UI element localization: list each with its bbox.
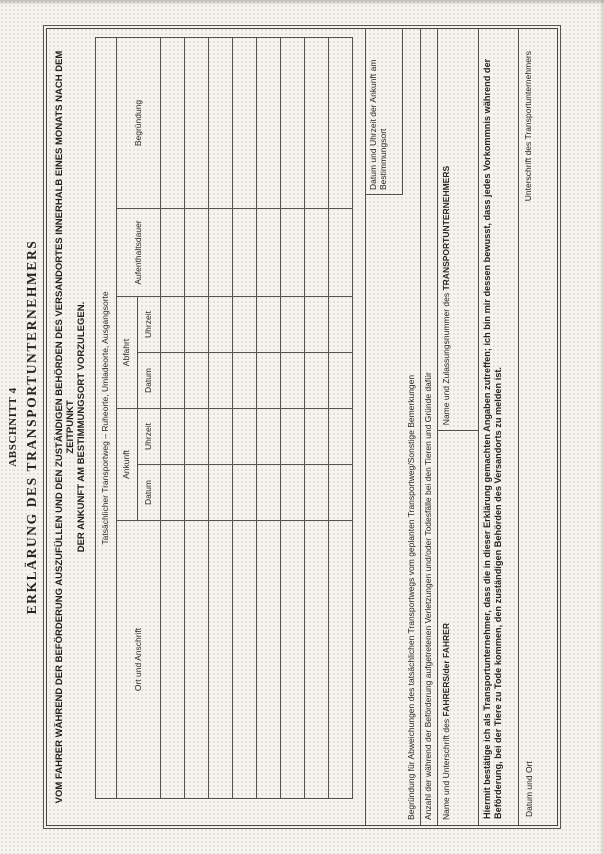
deviation-label: Begründung für Abweichungen des tatsächlichen Transportwegs vom geplanten Transportweg/Sonstige Bemerkungen — [406, 374, 416, 820]
date-place-label: Datum und Ort — [524, 761, 534, 817]
route-cell — [305, 465, 329, 521]
route-cell — [281, 409, 305, 465]
route-row — [185, 38, 209, 799]
col-header-reason: Begründung — [117, 38, 161, 209]
filling-instruction — [47, 29, 87, 825]
route-row — [209, 38, 233, 799]
route-cell — [185, 521, 209, 799]
route-cell — [185, 209, 209, 297]
route-cell — [233, 521, 257, 799]
scan-edge-right — [599, 0, 604, 854]
transporter-name-cell — [438, 29, 478, 430]
route-cell — [233, 38, 257, 209]
col-header-place: Ort und Anschrift — [117, 521, 161, 799]
col-header-arrival-date: Datum — [138, 465, 161, 521]
route-cell — [281, 521, 305, 799]
route-row — [281, 38, 305, 799]
scan-edge-top — [0, 0, 604, 5]
col-header-departure-time: Uhrzeit — [138, 297, 161, 353]
form-border-box — [46, 28, 558, 826]
route-cell — [233, 465, 257, 521]
route-row — [257, 38, 281, 799]
route-cell — [329, 209, 353, 297]
route-table-title: Tatsächlicher Transportweg – Ruheorte, Umladeorte, Ausgangsorte — [96, 38, 117, 799]
driver-name-label: Name und Unterschrift des — [441, 716, 451, 820]
transporter-signature-label: Unterschrift des Transportunternehmers — [523, 51, 533, 202]
route-cell — [185, 465, 209, 521]
route-cell — [233, 297, 257, 353]
route-cell — [257, 353, 281, 409]
col-header-departure-date: Datum — [138, 353, 161, 409]
route-cell — [281, 209, 305, 297]
route-cell — [257, 38, 281, 209]
route-table — [95, 37, 353, 799]
names-section — [437, 29, 478, 825]
route-cell — [209, 38, 233, 209]
filling-instruction-line2: DER ANKUNFT AM BESTIMMUNGSORT VORZULEGEN. — [76, 301, 87, 553]
col-header-arrival: Ankunft — [117, 409, 138, 521]
col-header-duration: Aufenthaltsdauer — [117, 209, 161, 297]
route-cell — [257, 209, 281, 297]
transporter-name-label-bold: TRANSPORTUNTERNEHMERS — [441, 165, 451, 291]
route-cell — [305, 409, 329, 465]
route-table-body — [96, 38, 353, 799]
route-cell — [233, 409, 257, 465]
route-cell — [257, 465, 281, 521]
injuries-section — [420, 29, 437, 825]
route-cell — [329, 465, 353, 521]
page-title: ERKLÄRUNG DES TRANSPORTUNTERNEHMERS — [24, 239, 39, 615]
route-cell — [281, 353, 305, 409]
route-row — [161, 38, 185, 799]
arrival-datetime-box — [366, 29, 403, 195]
route-cell — [305, 353, 329, 409]
driver-name-label-bold: FAHRERS/der FAHRER — [441, 623, 451, 717]
route-table-header-row — [117, 38, 138, 799]
deviation-section — [365, 29, 420, 825]
declaration-line2: Beförderung, bei der Tiere zu Tode kommen, den zuständigen Behörden des Versandorts zu melden ist. — [493, 367, 503, 819]
section-label: ABSCHNITT 4 — [7, 387, 19, 467]
route-cell — [233, 353, 257, 409]
route-cell — [185, 38, 209, 209]
injuries-label: Anzahl der während der Beförderung aufgetretenen Verletzungen und/oder Todesfälle bei den Tieren und Gründe dafür — [423, 372, 433, 820]
route-cell — [161, 465, 185, 521]
col-header-arrival-time: Uhrzeit — [138, 409, 161, 465]
route-cell — [329, 353, 353, 409]
route-cell — [233, 209, 257, 297]
route-cell — [209, 465, 233, 521]
route-cell — [281, 38, 305, 209]
declaration-line1: Hiermit bestätige ich als Transportunternehmer, dass die in dieser Erklärung gemachten Angaben zutreffen; ich bin mir dessen bewusst, dass jedes Vorkommnis während der — [482, 58, 492, 819]
route-cell — [305, 38, 329, 209]
route-cell — [329, 297, 353, 353]
route-cell — [305, 521, 329, 799]
route-cell — [161, 38, 185, 209]
route-cell — [185, 353, 209, 409]
route-cell — [185, 409, 209, 465]
route-cell — [209, 353, 233, 409]
route-cell — [257, 521, 281, 799]
signature-section — [518, 29, 583, 825]
route-cell — [257, 409, 281, 465]
route-table-title-row — [96, 38, 117, 799]
route-cell — [329, 409, 353, 465]
route-cell — [185, 297, 209, 353]
route-cell — [209, 409, 233, 465]
declaration-section — [478, 29, 518, 825]
route-cell — [161, 297, 185, 353]
driver-name-cell — [438, 430, 478, 825]
route-row — [233, 38, 257, 799]
transporter-name-label: Name und Zulassungsnummer des — [441, 290, 451, 426]
route-cell — [281, 465, 305, 521]
route-row — [329, 38, 353, 799]
route-cell — [161, 521, 185, 799]
col-header-departure: Abfahrt — [117, 297, 138, 409]
route-cell — [257, 297, 281, 353]
route-cell — [161, 409, 185, 465]
route-cell — [161, 209, 185, 297]
route-cell — [329, 521, 353, 799]
route-cell — [209, 297, 233, 353]
route-cell — [281, 297, 305, 353]
route-cell — [161, 353, 185, 409]
filling-instruction-line1: VOM FAHRER WÄHREND DER BEFÖRDERUNG AUSZUFÜLLEN UND DEN ZUSTÄNDIGEN BEHÖRDEN DES VERSANDORTES INNERHALB EINES MONATS NACH DEM ZEITPUNKT — [54, 50, 76, 804]
route-row — [305, 38, 329, 799]
route-cell — [209, 521, 233, 799]
route-cell — [209, 209, 233, 297]
route-cell — [329, 38, 353, 209]
arrival-datetime-label: Datum und Uhrzeit der Ankunft am Bestimmungsort — [368, 59, 388, 190]
route-cell — [305, 297, 329, 353]
route-cell — [305, 209, 329, 297]
